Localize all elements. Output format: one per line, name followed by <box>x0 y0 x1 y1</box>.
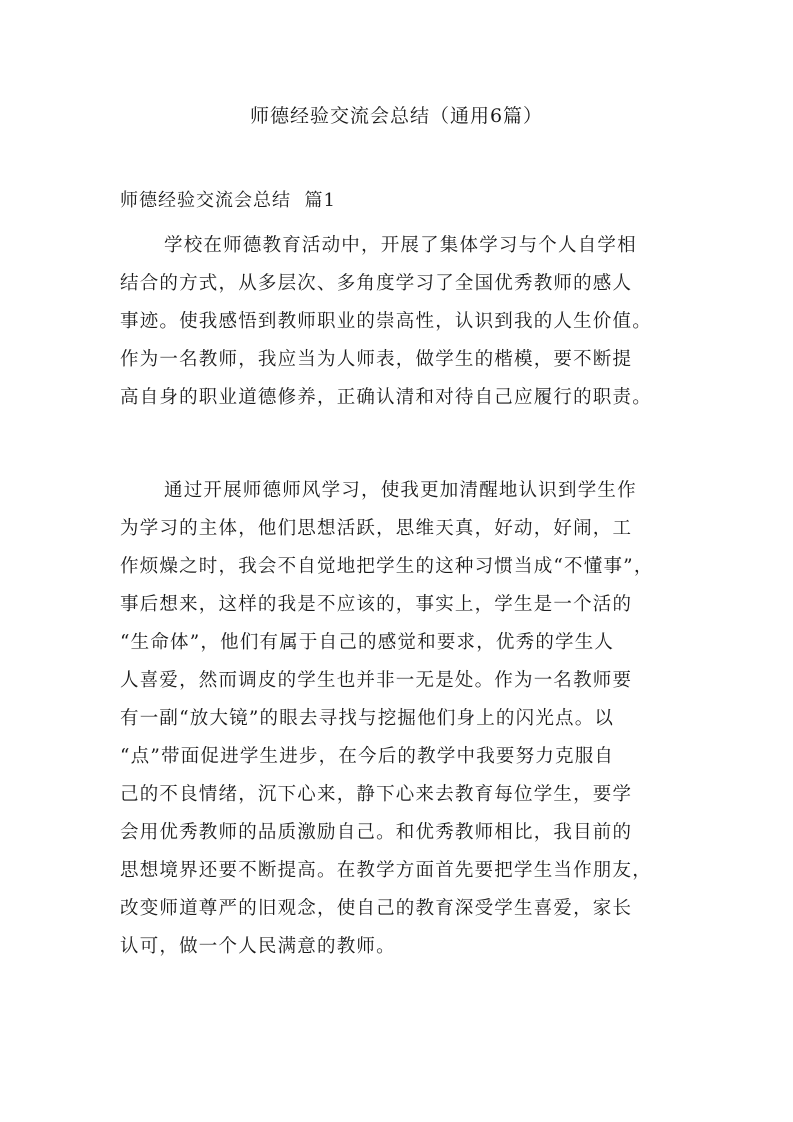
paragraph-2 <box>120 472 680 966</box>
paragraph-line: 己的不良情绪，沉下心来，静下心来去教育每位学生，要学 <box>120 784 633 805</box>
paragraph-line: 人喜爱，然而调皮的学生也并非一无是处。作为一名教师要 <box>120 670 633 691</box>
paragraph-line: 事后想来，这样的我是不应该的，事实上，学生是一个活的 <box>120 594 633 615</box>
paragraph-line: “生命体”，他们有属于自己的感觉和要求，优秀的学生人 <box>120 632 615 653</box>
paragraph-line: 有一副“放大镜”的眼去寻找与挖掘他们身上的闪光点。以 <box>120 708 615 729</box>
paragraph-line: 通过开展师德师风学习，使我更加清醒地认识到学生作 <box>164 480 637 501</box>
paragraph-line: 学校在师德教育活动中，开展了集体学习与个人自学相 <box>164 235 637 256</box>
section-heading: 师德经验交流会总结 篇1 <box>120 190 336 211</box>
paragraph-line: 改变师道尊严的旧观念，使自己的教育深受学生喜爱，家长 <box>120 898 633 919</box>
paragraph-line: 认可，做一个人民满意的教师。 <box>120 936 396 957</box>
paragraph-line: 为学习的主体，他们思想活跃，思维天真，好动，好闹，工 <box>120 518 633 539</box>
paragraph-line: 事迹。使我感悟到教师职业的崇高性，认识到我的人生价值。 <box>120 311 652 332</box>
paragraph-line: 思想境界还要不断提高。在教学方面首先要把学生当作朋友， <box>120 860 652 881</box>
paragraph-line: 高自身的职业道德修养，正确认清和对待自己应履行的职责。 <box>120 387 652 408</box>
paragraph-line: 作烦燥之时，我会不自觉地把学生的这种习惯当成“不懂事”， <box>120 556 654 577</box>
paragraph-line: 会用优秀教师的品质激励自己。和优秀教师相比，我目前的 <box>120 822 633 843</box>
paragraph-1 <box>120 227 680 417</box>
document-title: 师德经验交流会总结（通用6篇） <box>249 105 544 127</box>
paragraph-line: “点”带面促进学生进步，在今后的教学中我要努力克服自 <box>120 746 615 767</box>
paragraph-line: 结合的方式，从多层次、多角度学习了全国优秀教师的感人 <box>120 273 633 294</box>
paragraph-line: 作为一名教师，我应当为人师表，做学生的楷模，要不断提 <box>120 349 633 370</box>
